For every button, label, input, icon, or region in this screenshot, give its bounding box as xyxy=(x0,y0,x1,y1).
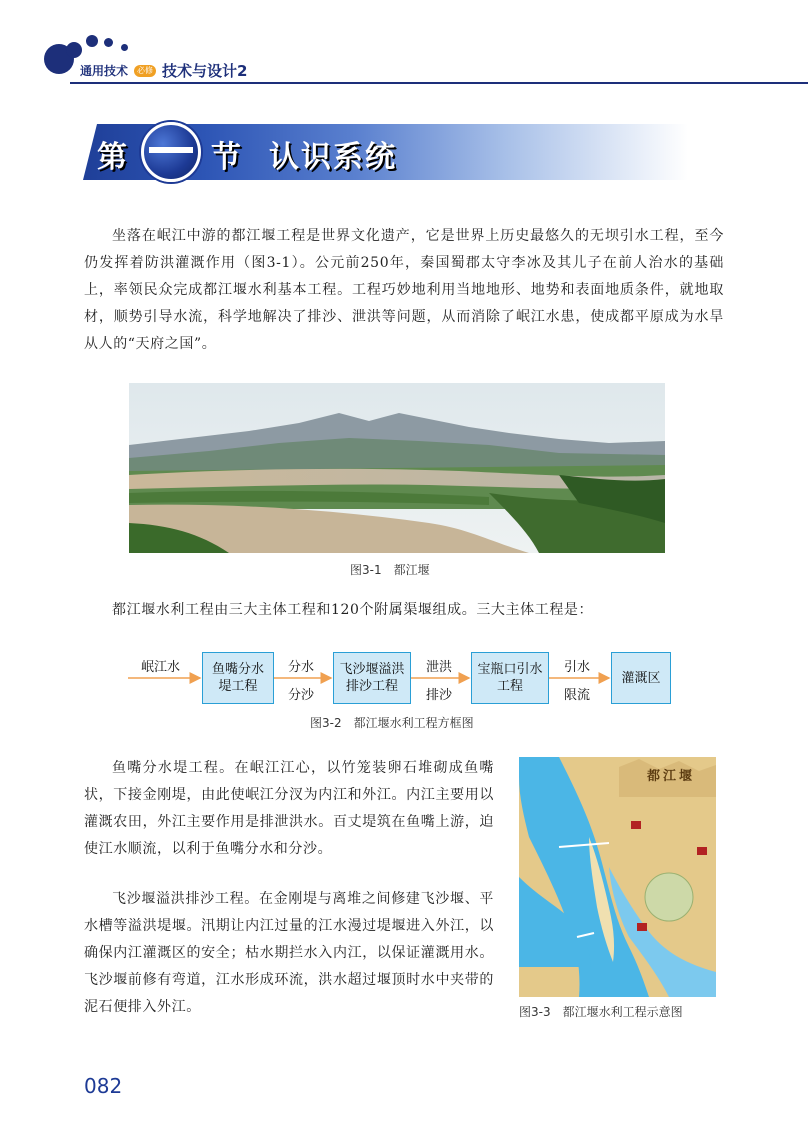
flow-box-yuzui: 鱼嘴分水堤工程 xyxy=(202,652,274,704)
section-suffix: 节 xyxy=(211,140,241,175)
flow-link-bottom: 排沙 xyxy=(426,688,453,703)
map-illustration xyxy=(519,757,716,997)
header-title-group xyxy=(80,60,247,81)
header-book-title: 技术与设计2 xyxy=(162,62,248,80)
flow-link-top: 引水 xyxy=(564,660,591,675)
header-series: 通用技术 xyxy=(80,64,129,78)
flow-box-feisha: 飞沙堰溢洪排沙工程 xyxy=(333,652,411,704)
header-rule xyxy=(70,82,808,84)
page-number: 082 xyxy=(84,1074,123,1098)
figure-3-1-caption: 图3-1 都江堰 xyxy=(350,563,430,577)
flow-link-top: 泄洪 xyxy=(426,660,453,675)
flow-link-bottom: 限流 xyxy=(564,688,591,703)
intro-paragraph: 坐落在岷江中游的都江堰工程是世界文化遗产，它是世界上历史最悠久的无坝引水工程，至今仍发挥着防洪灌溉作用（图3-1）。公元前250年，秦国蜀郡太守李冰及其儿子在前人治水的基础上，率领民众完成都江堰水利基本工程。工程巧妙地利用当地地形、地势和表面地质条件，就地取材，顺势引导水流，科学地解决了排沙、泄洪等问题，从而消除了岷江水患，使成都平原成为水旱从人的“天府之国”。 xyxy=(84,228,724,352)
flow-diagram xyxy=(128,647,673,709)
dujiangyan-map xyxy=(519,757,716,997)
map-building xyxy=(637,923,647,931)
feisha-paragraph: 飞沙堰溢洪排沙工程。在金刚堤与离堆之间修建飞沙堰、平水槽等溢洪堤堰。汛期让内江过量的江水漫过堤堰进入外江，以确保内江灌溉区的安全；枯水期拦水入内江，以保证灌溉用水。飞沙堰前修有弯道，江水形成环流，洪水超过堰顶时水中夹带的泥石便排入外江。 xyxy=(84,891,494,1015)
header-dot xyxy=(66,42,82,58)
flow-box-irrigation: 灌溉区 xyxy=(611,652,671,704)
section-banner xyxy=(83,124,688,180)
flow-box-baoping: 宝瓶口引水工程 xyxy=(471,652,549,704)
section-title: 认识系统 xyxy=(269,140,397,175)
landscape-illustration xyxy=(129,383,665,553)
section-number-glyph xyxy=(149,147,193,153)
header-dot xyxy=(121,44,128,51)
flow-link-top: 分水 xyxy=(288,660,315,675)
header-dot xyxy=(104,38,113,47)
yuzui-paragraph: 鱼嘴分水堤工程。在岷江江心，以竹笼装卵石堆砌成鱼嘴状，下接金刚堤，由此使岷江分汊为内江和外江。内江主要用以灌溉农田，外江主要作用是排泄洪水。百丈堤筑在鱼嘴上游，迫使江水顺流，以利于鱼嘴分水和分沙。 xyxy=(84,760,494,857)
map-building xyxy=(697,847,707,855)
header-badge: 必修 xyxy=(134,65,156,77)
header-dot xyxy=(86,35,98,47)
map-title: 都江堰 xyxy=(647,769,696,784)
dujiangyan-photo xyxy=(129,383,665,553)
figure-3-2-caption: 图3-2 都江堰水利工程方框图 xyxy=(310,716,474,730)
flow-link-bottom: 分沙 xyxy=(288,688,315,703)
flow-input-label: 岷江水 xyxy=(141,660,181,675)
structure-paragraph: 都江堰水利工程由三大主体工程和120个附属渠堰组成。三大主体工程是： xyxy=(112,602,594,618)
map-building xyxy=(631,821,641,829)
running-header xyxy=(0,0,808,90)
figure-3-3-caption: 图3-3 都江堰水利工程示意图 xyxy=(519,1005,683,1019)
section-prefix: 第 xyxy=(97,140,127,175)
